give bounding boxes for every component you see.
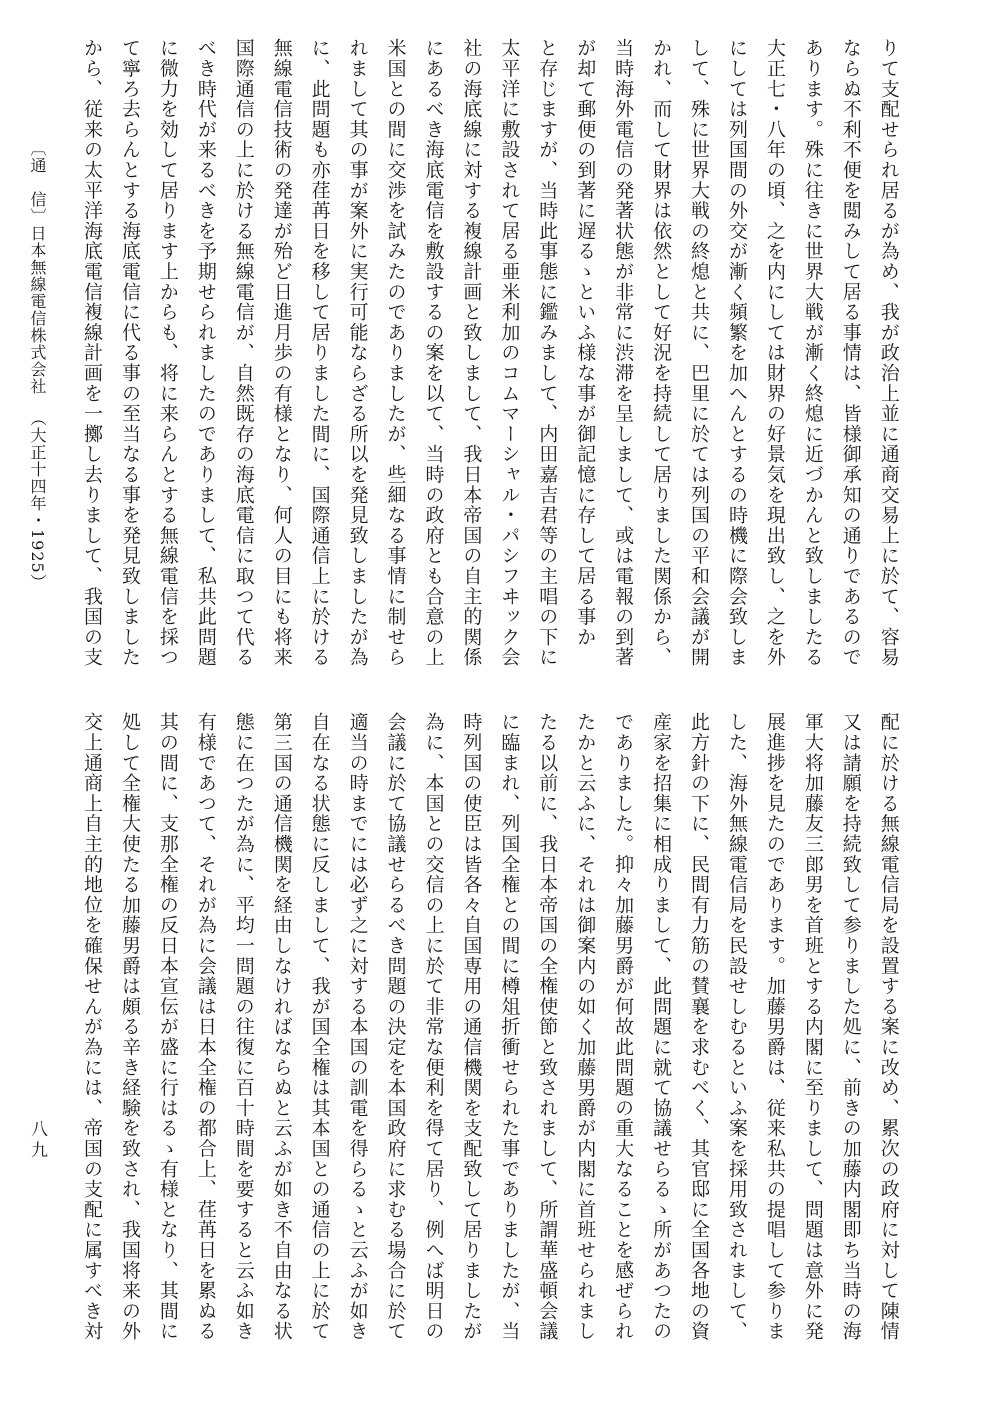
text-column: 大正七・八年の頃、之を内にしては財界の好景気を現出致し、之を外: [763, 38, 786, 668]
text-column: かれ、而して財界は依然として好況を持続して居りました関係から、: [650, 38, 673, 668]
text-column: 有様であつて、それが為に会議は日本全権の都合上、荏苒日を累ぬる: [194, 712, 217, 1342]
upper-text-block: [78, 38, 902, 678]
text-column: 時列国の使臣は皆各々自国専用の通信機関を支配致して居りましたが: [460, 712, 483, 1342]
section-label: 〔通 信〕: [28, 140, 47, 225]
text-column: 軍大将加藤友三郎男を首班とする内閣に至りまして、問題は意外に発: [801, 712, 824, 1342]
text-column: ならぬ不利不便を閲みして居る事情は、皆様御承知の通りであるので: [839, 38, 862, 668]
text-column: 米国との間に交渉を試みたのでありましたが、些細なる事情に制せら: [384, 38, 407, 668]
text-column: 此方針の下に、民間有力筋の賛襄を求むべく、其官邸に全国各地の資: [688, 712, 710, 1342]
text-column: 配に於ける無線電信局を設置する案に改め、累次の政府に対して陳情: [877, 712, 900, 1342]
text-column: 自在なる状態に反しまして、我が国全権は其本国との通信の上に於て: [308, 712, 331, 1342]
text-column: たかと云ふに、それは御案内の如く加藤男爵が内閣に首班せられまし: [574, 712, 597, 1342]
text-column: あります。殊に往きに世界大戦が漸く終熄に近づかんと致しましたる: [801, 38, 824, 668]
text-column: 又は請願を持続致して参りました処に、前きの加藤内閣即ち当時の海: [839, 712, 862, 1342]
text-column: 交上通商上自主的地位を確保せんが為には、帝国の支配に属すべき対: [81, 712, 103, 1342]
text-column: から、従来の太平洋海底電信複線計画を一擲し去りまして、我国の支: [81, 38, 103, 668]
text-column: した、海外無線電信局を民設せしむるといふ案を採用致されまして、: [725, 712, 748, 1342]
text-column: にあるべき海底電信を敷設するの案を以て、当時の政府とも合意の上: [422, 38, 445, 668]
text-column: にしては列国間の外交が漸く頻繁を加へんとするの時機に際会致しま: [725, 38, 748, 668]
text-column: に微力を効して居ります上からも、将に来らんとする無線電信を採つ: [156, 38, 179, 668]
text-column: に、此問題も亦荏苒日を移して居りました間に、国際通信上に於ける: [308, 38, 331, 668]
text-column: 展進捗を見たのであります。加藤男爵は、従来私共の提唱して参りま: [763, 712, 786, 1342]
era-label: （大正十四年・1925）: [28, 410, 47, 591]
text-column: て寧ろ去らんとする海底電信に代る事の至当なる事を発見致しました: [118, 38, 141, 668]
text-column: れまして其の事が案外に実行可能ならざる所以を発見致しましたが為: [346, 38, 369, 668]
text-column: 為に、本国との交信の上に於て非常な便利を得て居り、例へば明日の: [422, 712, 445, 1342]
text-column: 社の海底線に対する複線計画と致しまして、我日本帝国の自主的関係: [460, 38, 483, 668]
page-number: 八九: [27, 1120, 47, 1162]
text-column: 国際通信の上に於ける無線電信が、自然既存の海底電信に取つて代る: [232, 38, 255, 668]
text-column: 産家を招集に相成りまして、此問題に就て協議せらるゝ所があつたの: [650, 712, 673, 1342]
text-column: が却て郵便の到著に遅るゝといふ様な事が御記憶に存して居る事か: [574, 38, 597, 647]
lower-text-block: [78, 712, 902, 1362]
text-column: 態に在つたが為に、平均一問題の往復に百十時間を要すると云ふ如き: [232, 712, 255, 1342]
text-column: でありました。抑々加藤男爵が何故此問題の重大なることを感ぜられ: [612, 712, 635, 1342]
text-column: と存じますが、当時此事態に鑑みまして、内田嘉吉君等の主唱の下に: [536, 38, 559, 668]
company-name: 日本無線電信株式会社: [28, 225, 47, 395]
text-column: たる以前に、我日本帝国の全権使節と致されまして、所謂華盛頓会議: [536, 712, 559, 1342]
text-column: して、殊に世界大戦の終熄と共に、巴里に於ては列国の平和会議が開: [688, 38, 710, 668]
text-column: 太平洋に敷設されて居る亜米利加のコムマーシャル・パシフヰック会: [498, 38, 521, 668]
text-column: 当時海外電信の発著状態が非常に渋滞を呈しまして、或は電報の到著: [612, 38, 635, 668]
text-column: 適当の時までには必ず之に対する本国の訓電を得らるゝと云ふが如き: [346, 712, 369, 1342]
text-column: 会議に於て協議せらるべき問題の決定を本国政府に求むる場合に於て: [384, 712, 407, 1342]
text-column: 其の間に、支那全権の反日本宣伝が盛に行はるゝ有様となり、其間に: [156, 712, 179, 1342]
text-column: べき時代が来るべきを予期せられましたのでありまして、私共此問題: [194, 38, 217, 668]
text-column: 処して全権大使たる加藤男爵は頗る辛き経験を致され、我国将来の外: [118, 712, 141, 1342]
text-column: 無線電信技術の発達が殆ど日進月歩の有様となり、何人の目にも将来: [270, 38, 293, 668]
text-column: 第三国の通信機関を経由しなければならぬと云ふが如き不自由なる状: [270, 712, 293, 1342]
text-column: りて支配せられ居るが為め、我が政治上並に通商交易上に於て、容易: [877, 38, 900, 668]
text-column: に臨まれ、列国全権との間に樽俎折衝せられた事でありましたが、当: [498, 712, 521, 1342]
